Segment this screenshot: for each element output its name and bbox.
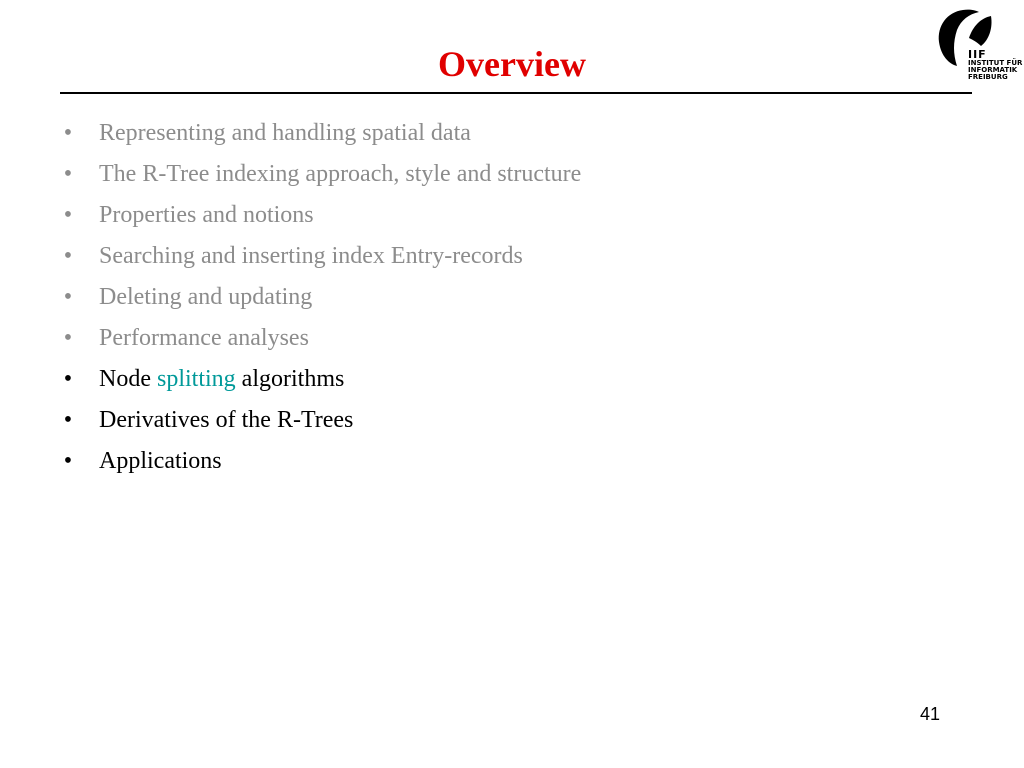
bullet-icon: • — [63, 407, 73, 433]
bullet-icon: • — [63, 202, 73, 228]
list-item-text: Applications — [99, 448, 222, 474]
overview-list — [58, 113, 938, 482]
bullet-icon: • — [63, 284, 73, 310]
logo-line: INSTITUT FÜR — [968, 59, 1023, 67]
bullet-icon: • — [63, 243, 73, 269]
list-item-current — [58, 359, 938, 400]
list-item-text — [99, 366, 344, 392]
bullet-icon: • — [63, 161, 73, 187]
list-item-text: Deleting and updating — [99, 284, 313, 310]
highlighted-keyword: splitting — [156, 366, 236, 392]
logo-institute-name — [968, 60, 1022, 81]
list-item-text: Representing and handling spatial data — [99, 120, 471, 146]
list-item — [58, 113, 938, 154]
title-divider — [60, 92, 972, 94]
list-item-text: Performance analyses — [99, 325, 309, 351]
list-item-text: Derivatives of the R-Trees — [99, 407, 354, 433]
list-item — [58, 400, 938, 441]
bullet-icon: • — [63, 325, 73, 351]
list-item — [58, 441, 938, 482]
text-segment: algorithms — [235, 366, 345, 392]
text-segment: Node — [99, 366, 157, 392]
list-item-text: Searching and inserting index Entry-records — [99, 243, 523, 269]
slide-title: Overview — [438, 44, 586, 84]
list-item — [58, 236, 938, 277]
iif-logo — [935, 8, 1024, 92]
bullet-icon: • — [63, 448, 73, 474]
list-item — [58, 277, 938, 318]
logo-line: INFORMATIK — [968, 66, 1018, 74]
bullet-icon: • — [63, 366, 73, 392]
list-item — [58, 318, 938, 359]
list-item-text: The R-Tree indexing approach, style and structure — [99, 161, 582, 187]
list-item — [58, 154, 938, 195]
page-number: 41 — [920, 704, 941, 724]
logo-abbreviation: IIF — [968, 48, 987, 61]
logo-line: FREIBURG — [968, 73, 1008, 81]
list-item — [58, 195, 938, 236]
list-item-text: Properties and notions — [99, 202, 314, 228]
bullet-icon: • — [63, 120, 73, 146]
